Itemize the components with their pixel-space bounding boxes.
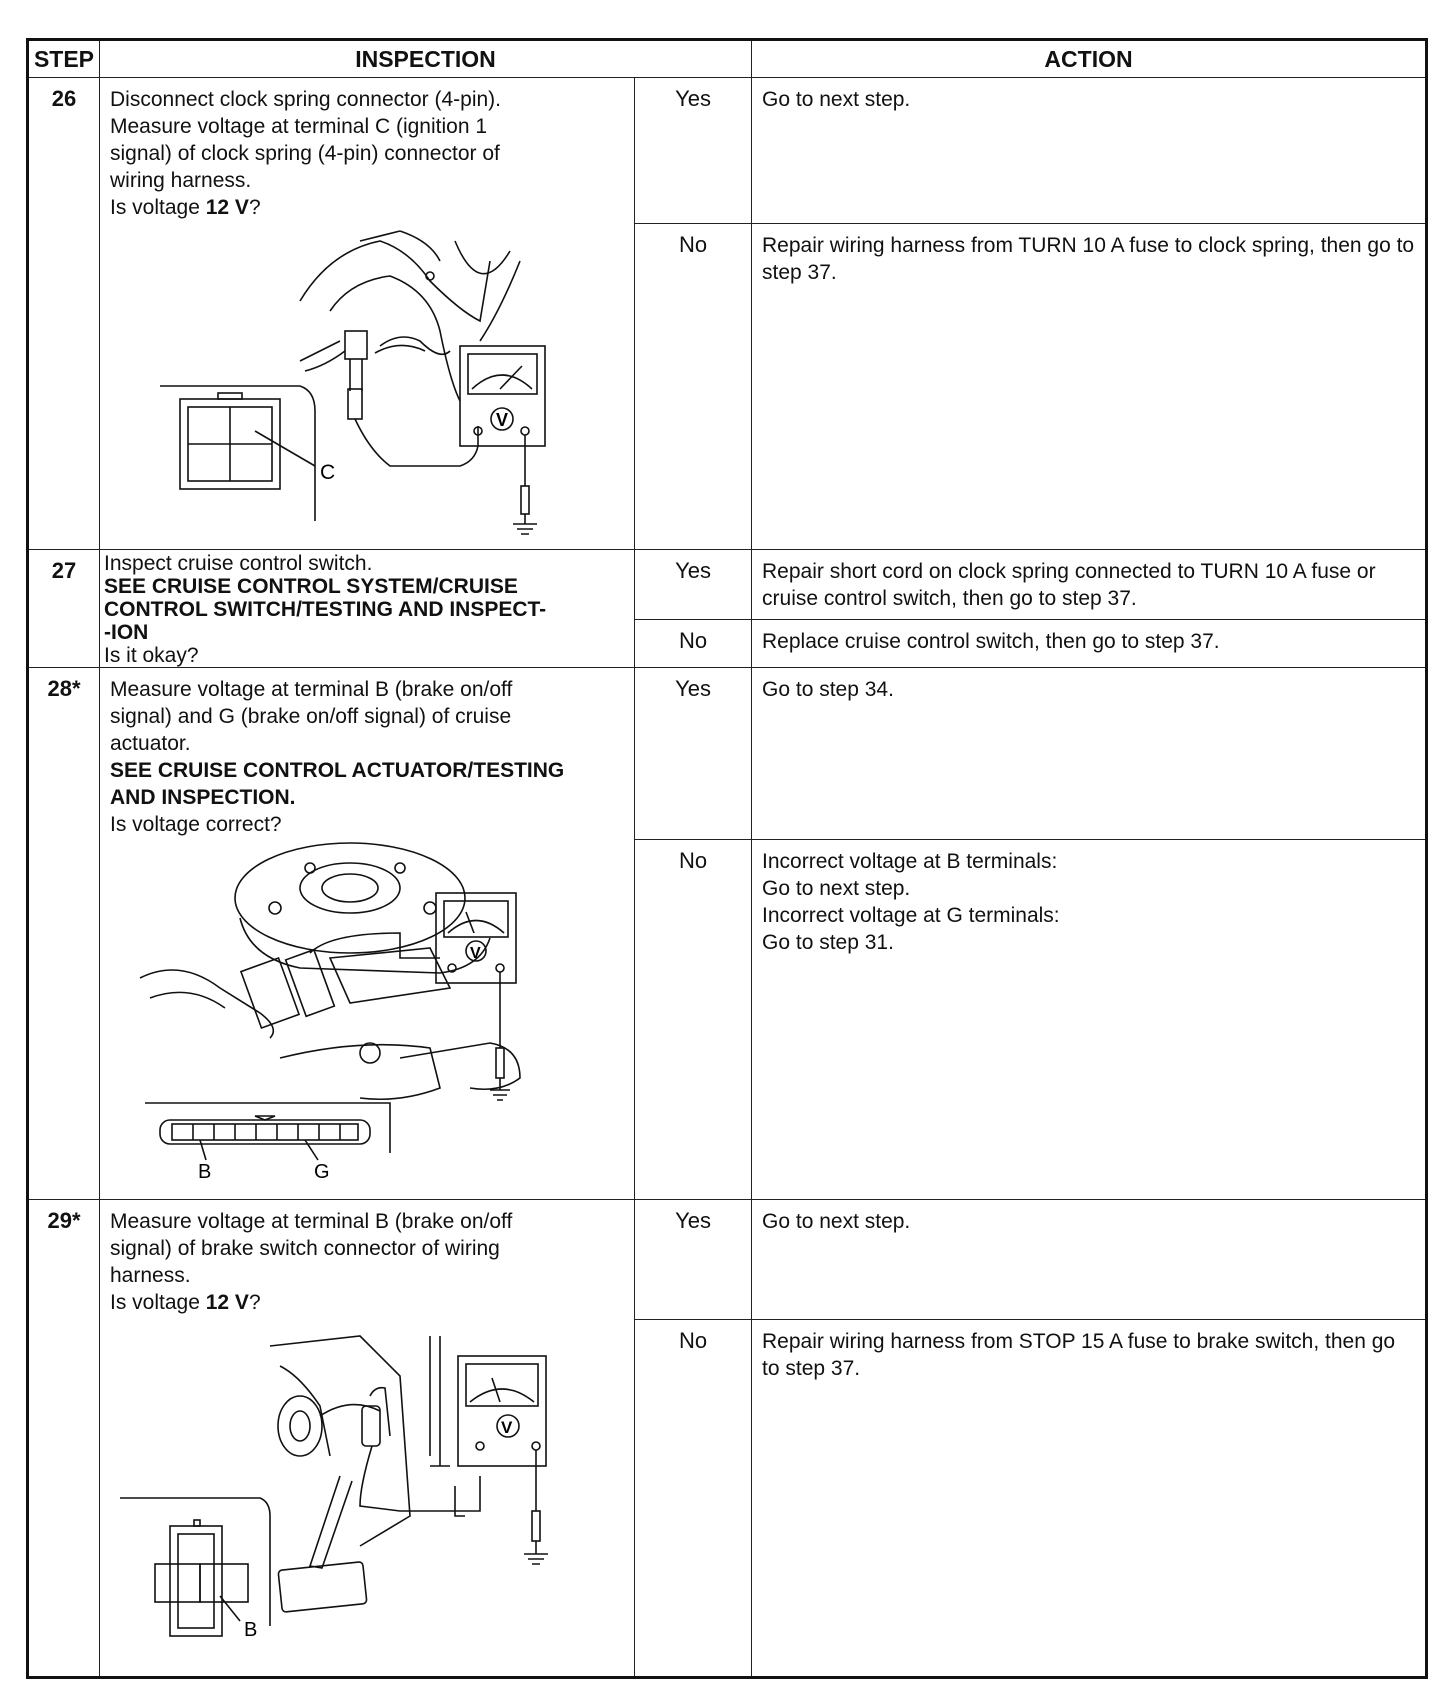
brake-switch-voltage-figure: [100, 1316, 630, 1666]
yes-action: Go to step 34.: [752, 668, 1427, 840]
header-step: STEP: [28, 40, 100, 78]
clock-spring-voltage-figure: [100, 221, 630, 546]
terminal-g-label: G: [314, 1161, 330, 1183]
header-inspection: INSPECTION: [100, 40, 752, 78]
inspection-line: signal) of brake switch connector of wiring: [110, 1237, 500, 1260]
question-value: 12 V: [205, 1291, 249, 1314]
yes-label: Yes: [635, 1200, 752, 1320]
inspection-line: Measure voltage at terminal B (brake on/off: [110, 1210, 513, 1233]
reference-line: CONTROL SWITCH/TESTING AND INSPECT-: [104, 598, 547, 621]
no-action: Repair wiring harness from STOP 15 A fuse to brake switch, then go to step 37.: [752, 1320, 1427, 1678]
step-number: 27: [28, 550, 100, 668]
no-label: No: [635, 840, 752, 1200]
no-label: No: [635, 1320, 752, 1678]
step-number: 26: [28, 78, 100, 550]
inspection-line: Inspect cruise control switch.: [104, 552, 373, 575]
step-inspection-cell: [100, 1200, 635, 1678]
meter-v-label: V: [470, 945, 481, 962]
no-label: No: [635, 619, 752, 667]
inspection-line: Measure voltage at terminal B (brake on/off: [110, 678, 513, 701]
inspection-question: Is voltage 12 V?: [110, 1291, 261, 1314]
inspection-line: wiring harness.: [110, 169, 252, 192]
inspection-text: [100, 1200, 634, 1316]
yes-label: Yes: [635, 550, 752, 620]
inspection-line: Disconnect clock spring connector (4-pin).: [110, 88, 502, 111]
terminal-c-label: C: [320, 461, 336, 484]
yes-action: Go to next step.: [752, 1200, 1427, 1320]
yes-action: Go to next step.: [752, 78, 1427, 224]
step-inspection-cell: [100, 550, 635, 668]
inspection-line: harness.: [110, 1264, 191, 1287]
action-line: Incorrect voltage at G terminals:: [762, 904, 1060, 927]
reference-line: SEE CRUISE CONTROL ACTUATOR/TESTING: [110, 759, 565, 782]
inspection-line: signal) of clock spring (4-pin) connector of: [110, 142, 500, 165]
inspection-question: Is voltage correct?: [110, 813, 282, 836]
inspection-text: [100, 668, 634, 838]
yes-label: Yes: [635, 78, 752, 224]
inspection-line: Measure voltage at terminal C (ignition 1: [110, 115, 488, 138]
reference-line: SEE CRUISE CONTROL SYSTEM/CRUISE: [104, 575, 518, 598]
inspection-line: actuator.: [110, 732, 191, 755]
question-value: 12 V: [205, 196, 249, 219]
meter-v-label: V: [501, 1418, 513, 1437]
no-action: Repair wiring harness from TURN 10 A fuse to clock spring, then go to step 37.: [752, 224, 1427, 550]
yes-label: Yes: [635, 668, 752, 840]
step-27-yes-row: [28, 550, 1427, 620]
inspection-line: signal) and G (brake on/off signal) of cruise: [110, 705, 512, 728]
no-label: No: [635, 224, 752, 550]
terminal-b-label: B: [198, 1161, 212, 1183]
step-28-yes-row: [28, 668, 1427, 840]
inspection-question: Is it okay?: [104, 644, 199, 667]
step-inspection-cell: [100, 668, 635, 1200]
terminal-b-label: B: [244, 1619, 258, 1641]
action-line: Go to next step.: [762, 877, 911, 900]
inspection-text: [100, 550, 634, 667]
action-line: Go to step 31.: [762, 931, 894, 954]
diagnostic-table-sheet: [26, 38, 1425, 1679]
action-line: Incorrect voltage at B terminals:: [762, 850, 1058, 873]
reference-line: -ION: [104, 621, 149, 644]
step-inspection-cell: [100, 78, 635, 550]
step-26-yes-row: [28, 78, 1427, 224]
yes-action: Repair short cord on clock spring connected to TURN 10 A fuse or cruise control switch, then go to step 37.: [752, 550, 1427, 620]
no-action: Replace cruise control switch, then go to step 37.: [752, 619, 1427, 667]
step-number: 29*: [28, 1200, 100, 1678]
step-number: 28*: [28, 668, 100, 1200]
reference-line: AND INSPECTION.: [110, 786, 296, 809]
header-action: ACTION: [752, 40, 1427, 78]
header-row: [28, 40, 1427, 78]
meter-v-label: V: [496, 410, 509, 430]
cruise-actuator-voltage-figure: [100, 838, 630, 1183]
step-29-yes-row: [28, 1200, 1427, 1320]
no-action: [752, 840, 1427, 1200]
inspection-question: Is voltage 12 V?: [110, 196, 261, 219]
diagnostic-table: [26, 38, 1428, 1679]
inspection-text: [100, 78, 634, 221]
